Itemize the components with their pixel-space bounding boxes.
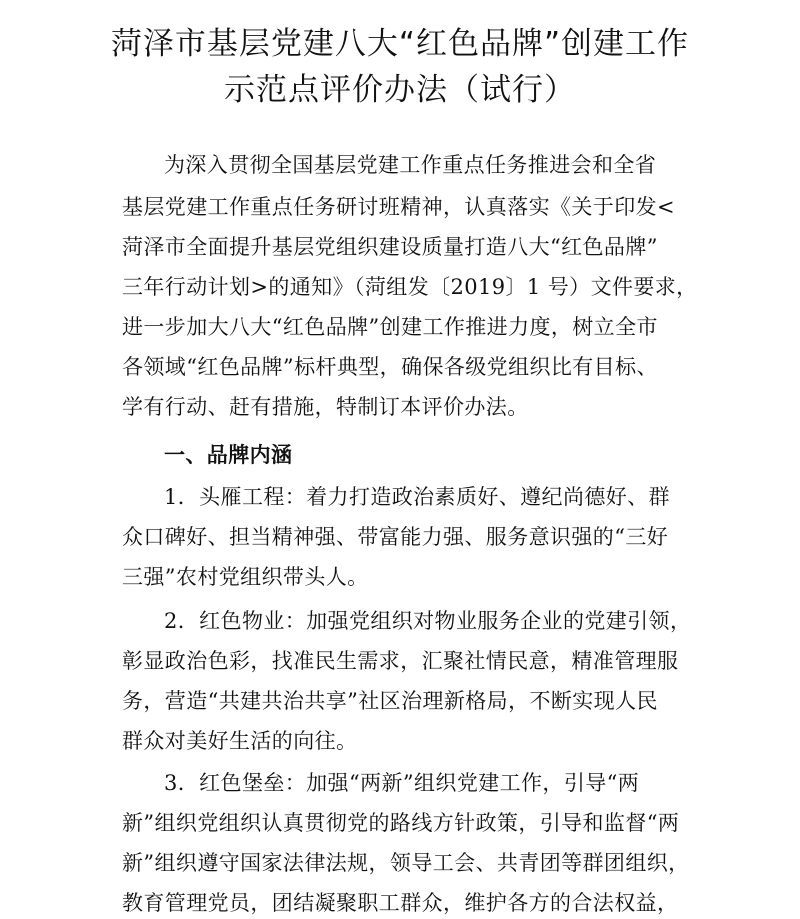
paragraph-line: 3．红色堡垒：加强“两新”组织党建工作，引导“两	[164, 771, 640, 795]
paragraph-line: 群众对美好生活的向往。	[122, 729, 358, 753]
paragraph-line: 务，营造“共建共治共享”社区治理新格局，不断实现人民	[122, 689, 658, 713]
paragraph-line: 三强”农村党组织带头人。	[122, 565, 369, 589]
paragraph-line: 教育管理党员，团结凝聚职工群众，维护各方的合法权益，	[122, 891, 679, 915]
paragraph-line: 彰显政治色彩，找准民生需求，汇聚社情民意，精准管理服	[122, 649, 679, 673]
document-title-line-2: 示范点评价办法（试行）	[224, 72, 576, 108]
paragraph-line: 学有行动、赶有措施，特制订本评价办法。	[122, 395, 529, 419]
paragraph-line: 1．头雁工程：着力打造政治素质好、遵纪尚德好、群	[164, 485, 670, 509]
paragraph-line: 基层党建工作重点任务研讨班精神，认真落实《关于印发<	[122, 195, 675, 219]
paragraph-line: 各领域“红色品牌”标杆典型，确保各级党组织比有目标、	[122, 355, 658, 379]
paragraph-line: 菏泽市全面提升基层党组织建设质量打造八大“红色品牌”	[122, 235, 658, 259]
paragraph-line: 2．红色物业：加强党组织对物业服务企业的党建引领，	[164, 609, 692, 633]
section-heading: 一、品牌内涵	[164, 443, 293, 467]
paragraph-line: 进一步加大八大“红色品牌”创建工作推进力度，树立全市	[122, 315, 658, 339]
paragraph-line: 新”组织党组织认真贯彻党的路线方针政策，引导和监督“两	[122, 811, 680, 835]
document-title-line-1: 菏泽市基层党建八大“红色品牌”创建工作	[110, 26, 690, 62]
paragraph-line: 三年行动计划>的通知》（菏组发〔2019〕1 号）文件要求，	[122, 275, 698, 299]
paragraph-line: 众口碑好、担当精神强、带富能力强、服务意识强的“三好	[122, 525, 669, 549]
paragraph-line: 为深入贯彻全国基层党建工作重点任务推进会和全省	[164, 153, 657, 177]
paragraph-line: 新”组织遵守国家法律法规，领导工会、共青团等群团组织，	[122, 851, 690, 875]
